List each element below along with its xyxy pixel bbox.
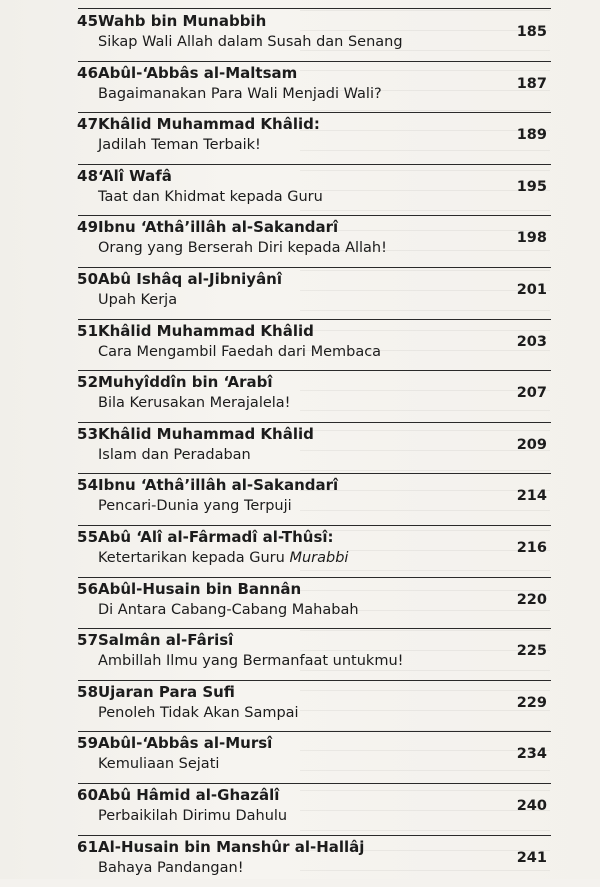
entry-page-number: 214 (516, 488, 547, 505)
entry-number: 53 (77, 424, 99, 443)
entry-page-number: 185 (516, 24, 547, 40)
entry-number: 60 (77, 786, 99, 804)
entry-title (98, 498, 292, 514)
toc-entry[interactable] (0, 370, 600, 422)
entry-title (98, 34, 403, 50)
toc-entry[interactable] (0, 731, 600, 783)
entry-title (98, 86, 382, 102)
entry-number: 45 (77, 12, 99, 30)
entry-title-text: Upah Kerja (98, 292, 178, 308)
entry-author: Ujaran Para Sufi (98, 682, 235, 701)
entry-author: Wahb bin Munabbih (98, 12, 267, 30)
entry-number: 54 (77, 476, 99, 495)
entry-divider (78, 525, 551, 526)
entry-title (98, 550, 348, 566)
entry-divider (78, 731, 551, 732)
entry-page-number: 241 (516, 849, 547, 866)
entry-page-number: 201 (516, 282, 547, 298)
entry-divider (78, 61, 551, 62)
entry-page-number: 234 (516, 746, 547, 763)
entry-title-text: Bahaya Pandangan! (98, 859, 244, 876)
entry-title-text: Ambillah Ilmu yang Bermanfaat untukmu! (98, 653, 404, 670)
entry-divider (78, 422, 551, 423)
entry-number: 59 (77, 734, 99, 753)
entry-page-number: 207 (516, 385, 547, 402)
entry-title-text: Di Antara Cabang-Cabang Mahabah (98, 601, 359, 618)
entry-divider (78, 112, 551, 113)
entry-divider (78, 835, 551, 836)
entry-title (98, 447, 251, 463)
entry-author: Ibnu ‘Athâ’illâh al-Sakandarî (98, 218, 339, 237)
entry-divider (78, 164, 551, 165)
entry-page-number: 198 (516, 230, 547, 247)
entry-title-text: Cara Mengambil Faedah dari Membaca (98, 343, 382, 360)
entry-divider (78, 8, 551, 9)
toc-entry[interactable] (0, 628, 600, 680)
toc-entry[interactable] (0, 680, 600, 732)
toc-entry[interactable] (0, 783, 600, 835)
entry-page-number: 187 (516, 75, 547, 92)
entry-divider (78, 370, 551, 371)
entry-author: ‘Alî Wafâ (98, 166, 172, 185)
entry-title-text: Kemuliaan Sejati (98, 756, 220, 773)
toc-entry[interactable] (0, 61, 600, 113)
entry-divider (78, 628, 551, 629)
entry-author: Abû Hâmid al-Ghazâlî (98, 786, 280, 804)
entry-title (98, 653, 403, 669)
entry-title (98, 137, 261, 153)
entry-number: 57 (77, 631, 99, 650)
entry-author: Abûl-‘Abbâs al-Mursî (98, 734, 273, 753)
entry-title-text: Bagaimanakan Para Wali Menjadi Wali? (98, 85, 382, 102)
entry-title-text: Perbaikilah Dirimu Dahulu (98, 808, 288, 824)
entry-title (98, 395, 291, 411)
entry-number: 47 (77, 115, 99, 134)
entry-divider (78, 473, 551, 474)
entry-title (98, 189, 323, 205)
entry-author: Salmân al-Fârisî (98, 631, 234, 650)
entry-title-text: Penoleh Tidak Akan Sampai (98, 704, 299, 721)
entry-author: Abûl-‘Abbâs al-Maltsam (98, 63, 298, 82)
toc-entry[interactable] (0, 577, 600, 629)
entry-author: Abû Ishâq al-Jibniyânî (98, 270, 283, 288)
entry-title (98, 860, 244, 876)
toc-entry[interactable] (0, 164, 600, 216)
entry-number: 46 (77, 63, 99, 82)
entry-page-number: 229 (516, 694, 547, 711)
entry-title-text: Islam dan Peradaban (98, 446, 251, 463)
entry-title (98, 808, 287, 824)
entry-author: Al-Husain bin Manshûr al-Hallâj (98, 837, 365, 856)
entry-number: 50 (77, 270, 99, 288)
entry-page-number: 203 (516, 333, 547, 350)
entry-author: Abûl-Husain bin Bannân (98, 579, 302, 598)
entry-title-text: Jadilah Teman Terbaik! (98, 137, 261, 154)
toc-entry[interactable] (0, 112, 600, 164)
entry-author: Khâlid Muhammad Khâlid (98, 321, 314, 340)
entry-author: Abû ‘Alî al-Fârmadî al-Thûsî: (98, 528, 334, 546)
entry-title (98, 705, 299, 721)
entry-title-text: Orang yang Berserah Diri kepada Allah! (98, 240, 387, 257)
entry-divider (78, 577, 551, 578)
entry-number: 48 (77, 166, 99, 185)
entry-number: 51 (77, 321, 99, 340)
entry-number: 61 (77, 837, 99, 856)
entry-divider (78, 215, 551, 216)
entry-title (98, 240, 387, 256)
entry-author: Khâlid Muhammad Khâlid (98, 424, 314, 443)
entry-title-text: Sikap Wali Allah dalam Susah dan Senang (98, 34, 403, 50)
entry-title-text: Taat dan Khidmat kepada Guru (98, 188, 323, 205)
toc-entry[interactable] (0, 267, 600, 319)
entry-page-number: 216 (516, 540, 547, 556)
toc-entry[interactable] (0, 525, 600, 577)
toc-entry[interactable] (0, 215, 600, 267)
entry-author: Khâlid Muhammad Khâlid: (98, 115, 320, 134)
entry-page-number: 220 (516, 591, 547, 608)
entry-divider (78, 783, 551, 784)
toc-entry[interactable] (0, 422, 600, 474)
toc-entry[interactable] (0, 9, 600, 61)
entry-page-number: 189 (516, 127, 547, 144)
entry-divider (78, 680, 551, 681)
entry-page-number: 209 (516, 436, 547, 453)
entry-author: Ibnu ‘Athâ’illâh al-Sakandarî (98, 476, 339, 495)
entry-page-number: 225 (516, 643, 547, 660)
entry-number: 56 (77, 579, 99, 598)
entry-title (98, 292, 177, 308)
entry-divider (78, 267, 551, 268)
entry-page-number: 240 (516, 798, 547, 814)
entry-divider (78, 319, 551, 320)
entry-title-text: Ketertarikan kepada Guru (98, 550, 290, 566)
entry-title (98, 756, 219, 772)
entry-page-number: 195 (516, 178, 547, 195)
entry-author: Muhyîddîn bin ‘Arabî (98, 373, 273, 392)
entry-number: 58 (77, 682, 99, 701)
entry-title-text: Pencari-Dunia yang Terpuji (98, 498, 292, 515)
entry-number: 55 (77, 528, 99, 546)
toc-entry[interactable] (0, 473, 600, 525)
entry-number: 52 (77, 373, 99, 392)
entry-title-text: Bila Kerusakan Merajalela! (98, 395, 291, 412)
toc-entry[interactable] (0, 319, 600, 371)
entry-title-italic: Murabbi (289, 550, 349, 566)
entry-title (98, 602, 359, 618)
entry-number: 49 (77, 218, 99, 237)
entry-title (98, 344, 381, 360)
